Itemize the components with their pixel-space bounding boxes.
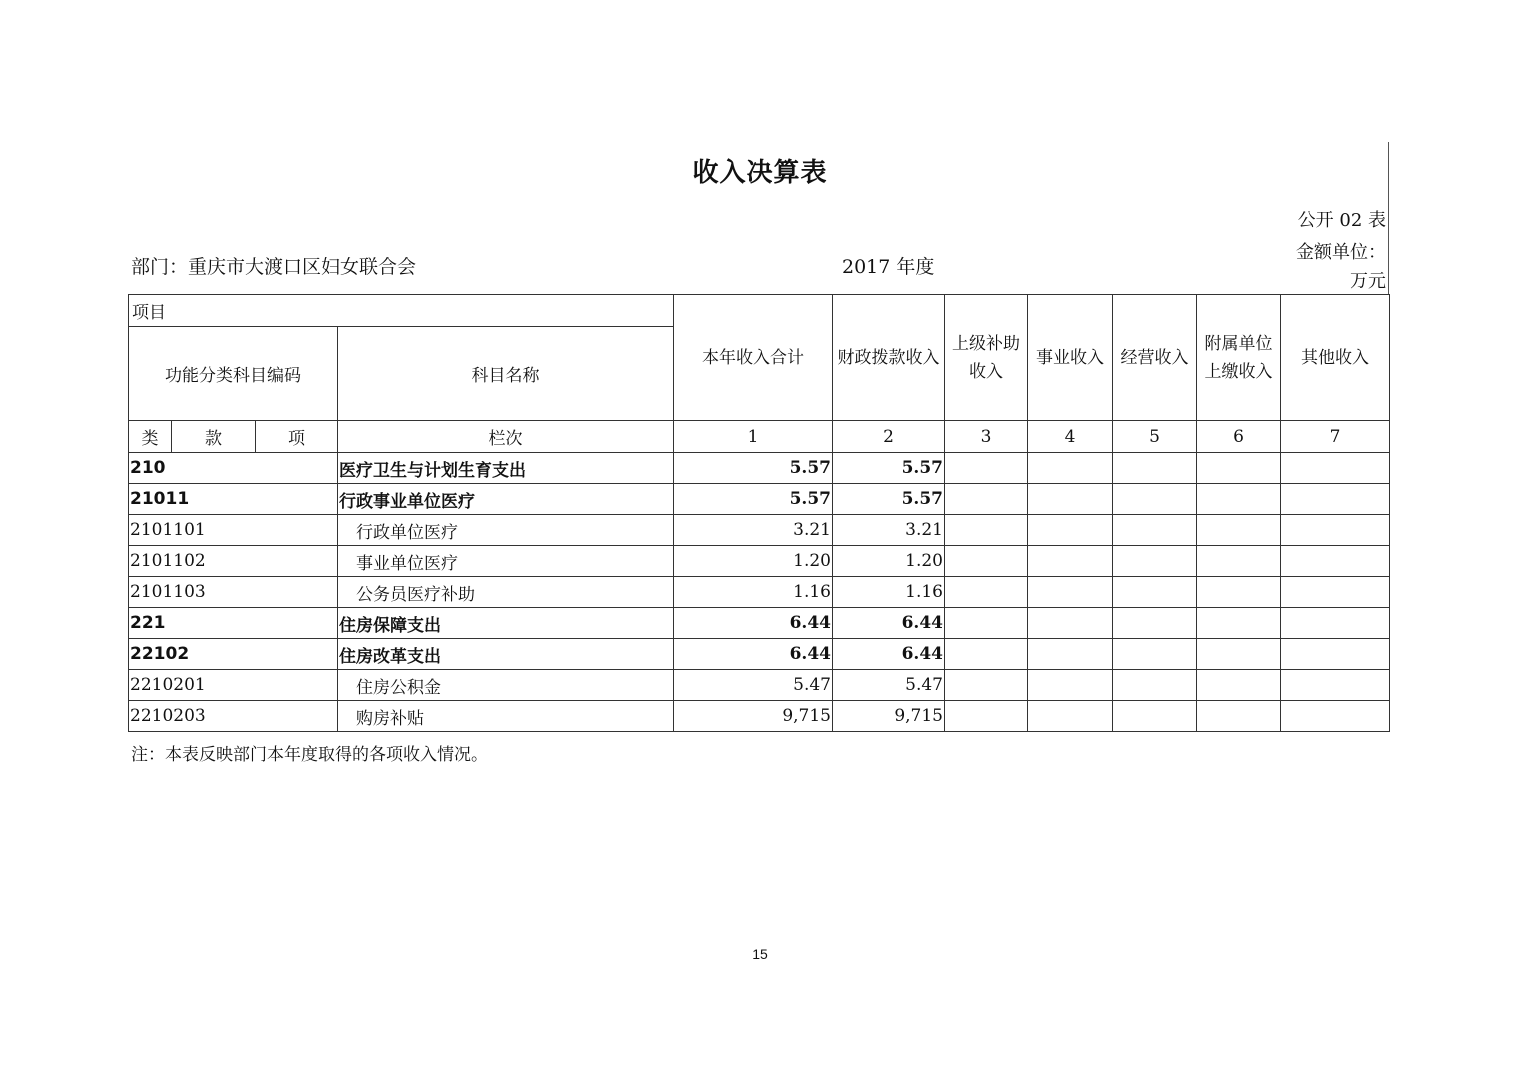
row-code: 2210203	[129, 701, 338, 732]
row-empty-cell	[1028, 484, 1113, 515]
row-name: 公务员医疗补助	[338, 577, 674, 608]
row-empty-cell	[1028, 515, 1113, 546]
table-row	[129, 639, 1390, 670]
row-empty-cell	[1028, 701, 1113, 732]
row-empty-cell	[1028, 546, 1113, 577]
table-row	[129, 701, 1390, 732]
row-empty-cell	[1197, 701, 1281, 732]
right-border-rule	[1388, 142, 1389, 294]
header-col-total: 本年收入合计	[674, 295, 833, 421]
header-xiang: 项	[256, 421, 338, 453]
row-empty-cell	[1113, 639, 1197, 670]
row-total: 1.16	[674, 577, 833, 608]
row-code: 21011	[129, 484, 338, 515]
row-empty-cell	[1028, 453, 1113, 484]
row-empty-cell	[1281, 515, 1390, 546]
row-empty-cell	[945, 484, 1028, 515]
header-lei: 类	[129, 421, 172, 453]
row-fiscal: 6.44	[833, 639, 945, 670]
table-row	[129, 515, 1390, 546]
row-empty-cell	[1197, 515, 1281, 546]
page-title: 收入决算表	[692, 158, 828, 188]
row-name: 事业单位医疗	[338, 546, 674, 577]
header-col-superior: 上级补助收入	[945, 295, 1028, 421]
row-fiscal: 1.20	[833, 546, 945, 577]
col-number-3: 3	[945, 421, 1028, 453]
row-empty-cell	[1197, 484, 1281, 515]
row-code: 210	[129, 453, 338, 484]
table-row	[129, 484, 1390, 515]
fiscal-year: 2017 年度	[842, 256, 935, 278]
row-empty-cell	[1197, 639, 1281, 670]
row-empty-cell	[1281, 670, 1390, 701]
row-empty-cell	[945, 701, 1028, 732]
row-empty-cell	[1113, 515, 1197, 546]
row-empty-cell	[1028, 608, 1113, 639]
row-total: 1.20	[674, 546, 833, 577]
row-empty-cell	[1113, 608, 1197, 639]
unit-label: 金额单位：	[1296, 242, 1386, 263]
header-col-affiliated: 附属单位上缴收入	[1197, 295, 1281, 421]
row-empty-cell	[1028, 670, 1113, 701]
row-code: 2101103	[129, 577, 338, 608]
row-empty-cell	[945, 670, 1028, 701]
header-func-code: 功能分类科目编码	[129, 327, 338, 421]
row-empty-cell	[945, 608, 1028, 639]
row-fiscal: 3.21	[833, 515, 945, 546]
table-row	[129, 453, 1390, 484]
row-total: 6.44	[674, 639, 833, 670]
row-empty-cell	[1113, 453, 1197, 484]
row-empty-cell	[1281, 608, 1390, 639]
row-total: 5.57	[674, 453, 833, 484]
row-empty-cell	[1197, 577, 1281, 608]
row-total: 5.57	[674, 484, 833, 515]
header-col-operating: 经营收入	[1113, 295, 1197, 421]
row-name: 医疗卫生与计划生育支出	[338, 453, 674, 484]
row-empty-cell	[1197, 546, 1281, 577]
department-label: 部门：重庆市大渡口区妇女联合会	[131, 256, 417, 278]
row-empty-cell	[945, 639, 1028, 670]
row-code: 221	[129, 608, 338, 639]
row-empty-cell	[1028, 639, 1113, 670]
row-empty-cell	[1197, 670, 1281, 701]
col-number-6: 6	[1197, 421, 1281, 453]
row-fiscal: 5.57	[833, 484, 945, 515]
row-name: 行政事业单位医疗	[338, 484, 674, 515]
row-total: 5.47	[674, 670, 833, 701]
row-empty-cell	[1113, 670, 1197, 701]
row-fiscal: 6.44	[833, 608, 945, 639]
row-code: 22102	[129, 639, 338, 670]
table-row	[129, 577, 1390, 608]
row-empty-cell	[945, 546, 1028, 577]
header-col-other: 其他收入	[1281, 295, 1390, 421]
row-fiscal: 5.47	[833, 670, 945, 701]
header-subject-name: 科目名称	[338, 327, 674, 421]
col-number-7: 7	[1281, 421, 1390, 453]
row-empty-cell	[1281, 701, 1390, 732]
row-code: 2101102	[129, 546, 338, 577]
row-empty-cell	[945, 515, 1028, 546]
col-number-2: 2	[833, 421, 945, 453]
row-total: 3.21	[674, 515, 833, 546]
row-fiscal: 5.57	[833, 453, 945, 484]
row-empty-cell	[1113, 484, 1197, 515]
table-note: 注：本表反映部门本年度取得的各项收入情况。	[131, 745, 488, 765]
income-table	[128, 294, 1390, 732]
row-empty-cell	[945, 577, 1028, 608]
row-code: 2210201	[129, 670, 338, 701]
row-name: 行政单位医疗	[338, 515, 674, 546]
row-empty-cell	[1197, 608, 1281, 639]
row-code: 2101101	[129, 515, 338, 546]
amount-unit	[1296, 238, 1386, 296]
header-item: 项目	[129, 295, 674, 327]
header-lanci: 栏次	[338, 421, 674, 453]
col-number-5: 5	[1113, 421, 1197, 453]
row-total: 6.44	[674, 608, 833, 639]
header-row-3	[129, 421, 1390, 453]
header-row-1	[129, 295, 1390, 327]
row-name: 住房改革支出	[338, 639, 674, 670]
unit-value: 万元	[1350, 271, 1386, 292]
row-name: 住房公积金	[338, 670, 674, 701]
row-empty-cell	[1281, 484, 1390, 515]
row-empty-cell	[1281, 546, 1390, 577]
table-row	[129, 546, 1390, 577]
row-name: 购房补贴	[338, 701, 674, 732]
page-number: 15	[752, 946, 768, 962]
row-fiscal: 9,715	[833, 701, 945, 732]
row-empty-cell	[1028, 577, 1113, 608]
table-row	[129, 608, 1390, 639]
col-number-1: 1	[674, 421, 833, 453]
row-empty-cell	[1113, 577, 1197, 608]
row-empty-cell	[945, 453, 1028, 484]
row-empty-cell	[1197, 453, 1281, 484]
table-row	[129, 670, 1390, 701]
row-empty-cell	[1281, 577, 1390, 608]
header-kuan: 款	[172, 421, 256, 453]
col-number-4: 4	[1028, 421, 1113, 453]
form-number: 公开 02 表	[1297, 210, 1386, 231]
row-empty-cell	[1113, 546, 1197, 577]
row-empty-cell	[1113, 701, 1197, 732]
row-name: 住房保障支出	[338, 608, 674, 639]
row-fiscal: 1.16	[833, 577, 945, 608]
row-empty-cell	[1281, 453, 1390, 484]
row-empty-cell	[1281, 639, 1390, 670]
row-total: 9,715	[674, 701, 833, 732]
header-col-business: 事业收入	[1028, 295, 1113, 421]
header-col-fiscal: 财政拨款收入	[833, 295, 945, 421]
